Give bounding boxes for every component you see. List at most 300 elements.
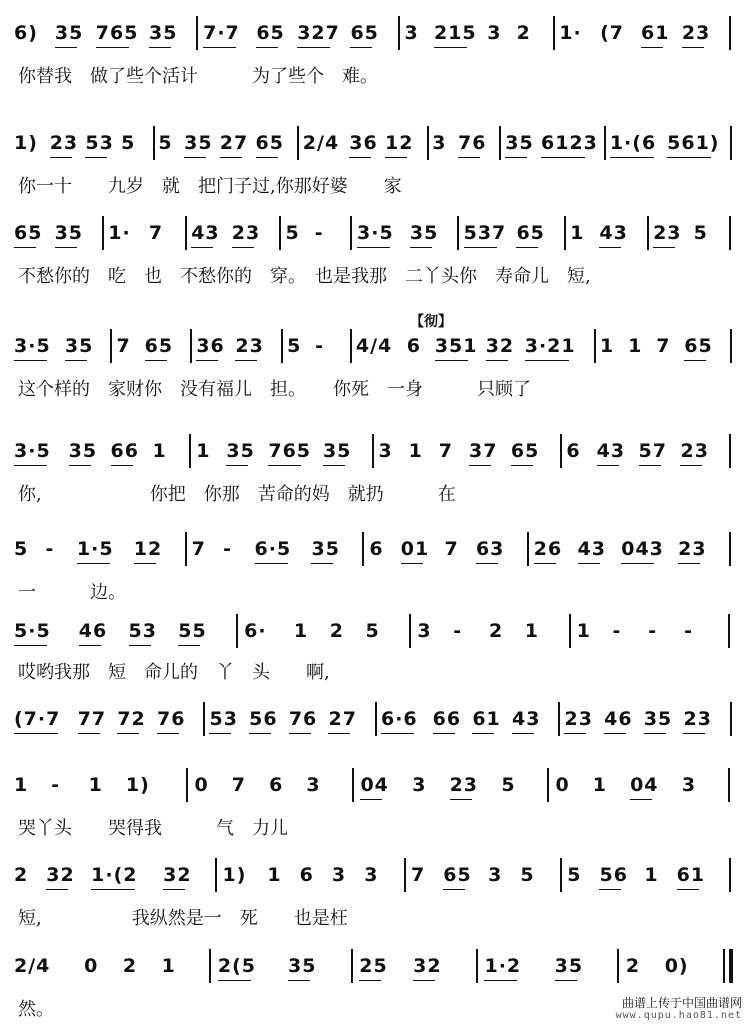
barline xyxy=(457,216,459,250)
barline xyxy=(189,434,191,468)
barline xyxy=(350,329,352,363)
final-barline xyxy=(723,949,733,983)
beam-underline xyxy=(14,360,47,361)
notation-line xyxy=(0,132,750,172)
note-group: 3·21 xyxy=(524,335,576,357)
beam-underline xyxy=(157,733,179,734)
beam-underline xyxy=(163,889,185,890)
beam-underline xyxy=(77,563,110,564)
beam-underline xyxy=(91,889,135,890)
beam-underline xyxy=(621,563,654,564)
beam-underline xyxy=(555,980,577,981)
note-group: 7 xyxy=(148,222,164,244)
beam-underline xyxy=(410,247,432,248)
note-group: 5·5 xyxy=(14,620,51,642)
note-group: 35 xyxy=(54,22,84,44)
barline xyxy=(728,768,730,802)
barline xyxy=(215,858,217,892)
barline xyxy=(569,614,571,648)
beam-underline xyxy=(578,563,600,564)
note-group: 27 xyxy=(219,132,249,154)
note-group: 2/4 xyxy=(302,132,340,154)
barline xyxy=(594,329,596,363)
note-group: 7 xyxy=(191,538,206,560)
note-group: 3 xyxy=(306,774,321,796)
note-group: 1 xyxy=(600,335,615,357)
note-group: 63 xyxy=(475,538,505,560)
beam-underline xyxy=(289,733,311,734)
note-group: 3·5 xyxy=(14,440,51,462)
beam-underline xyxy=(328,733,350,734)
note-group: 3 xyxy=(488,864,503,886)
note-group: 66 xyxy=(110,440,139,462)
beam-underline xyxy=(149,47,171,48)
beam-underline xyxy=(323,465,345,466)
note-group: 765 xyxy=(268,440,312,462)
barline xyxy=(236,614,238,648)
note-group: 65 xyxy=(443,864,472,886)
note-group: 5 xyxy=(501,774,516,796)
lyrics-text: 哭丫头 哭得我 气 力儿 xyxy=(18,818,288,839)
beam-underline xyxy=(534,563,556,564)
note-group: 65 xyxy=(684,335,713,357)
note-group: 35 xyxy=(409,222,439,244)
note-group: 765 xyxy=(95,22,139,44)
note-group: 56 xyxy=(599,864,628,886)
note-group: 1 xyxy=(196,440,211,462)
barline xyxy=(186,768,188,802)
note-group: 1) xyxy=(222,864,247,886)
beam-underline xyxy=(639,465,661,466)
note-group: - xyxy=(51,774,61,796)
note-group: 3·5 xyxy=(14,335,51,357)
barline xyxy=(730,702,732,736)
note-group: 215 xyxy=(433,22,477,44)
beam-underline xyxy=(218,980,251,981)
note-group: 7 xyxy=(116,335,131,357)
note-group: 2 xyxy=(625,955,641,977)
note-group: 35 xyxy=(554,955,584,977)
lyrics-line xyxy=(0,658,750,686)
beam-underline xyxy=(78,733,100,734)
note-group: 3 xyxy=(404,22,419,44)
note-group: 04 xyxy=(630,774,659,796)
note-group: 35 xyxy=(68,440,98,462)
barline xyxy=(476,949,478,983)
lyrics-line xyxy=(0,375,750,403)
note-group: 5 xyxy=(285,222,300,244)
beam-underline xyxy=(472,733,494,734)
note-group: 5 xyxy=(365,620,380,642)
note-group: 36 xyxy=(196,335,225,357)
note-group: 1 xyxy=(592,774,608,796)
note-group: 351 xyxy=(434,335,478,357)
note-group: 1 xyxy=(161,955,176,977)
note-group: - xyxy=(223,538,232,560)
note-group: 32 xyxy=(163,864,192,886)
note-group: 56 xyxy=(249,708,278,730)
note-group: 35 xyxy=(184,132,213,154)
beam-underline xyxy=(413,980,435,981)
beam-underline xyxy=(255,563,288,564)
note-group: 77 xyxy=(77,708,107,730)
barline xyxy=(560,434,562,468)
barline xyxy=(527,532,529,566)
note-group: 43 xyxy=(191,222,220,244)
beam-underline xyxy=(14,733,58,734)
note-group: 2 xyxy=(122,955,138,977)
note-group: 2/4 xyxy=(14,955,51,977)
note-group: 2 xyxy=(516,22,531,44)
beam-underline xyxy=(682,47,704,48)
notation-line xyxy=(0,708,750,748)
note-group: 6 xyxy=(369,538,384,560)
notation-line xyxy=(0,620,750,660)
barline xyxy=(553,16,555,50)
barline xyxy=(279,216,281,250)
note-group: 0) xyxy=(664,955,689,977)
barline xyxy=(558,702,560,736)
note-group: 6 xyxy=(566,440,581,462)
barline xyxy=(404,858,406,892)
lyrics-text: 短, 我纵然是一 死 也是枉 xyxy=(18,908,348,929)
beam-underline xyxy=(435,360,468,361)
beam-underline xyxy=(14,645,47,646)
beam-underline xyxy=(486,360,508,361)
barline xyxy=(730,126,732,160)
beam-underline xyxy=(505,157,527,158)
beam-underline xyxy=(203,47,236,48)
note-group: - xyxy=(453,620,463,642)
beam-underline xyxy=(134,563,156,564)
note-group: 23 xyxy=(49,132,79,154)
note-group: - xyxy=(612,620,622,642)
note-group: 5 xyxy=(14,538,29,560)
beam-underline xyxy=(14,247,36,248)
note-group: 2 xyxy=(489,620,504,642)
note-group: 1·(6 xyxy=(609,132,657,154)
beam-underline xyxy=(678,563,700,564)
barline xyxy=(190,329,192,363)
barline xyxy=(352,768,354,802)
beam-underline xyxy=(256,157,278,158)
note-group: - xyxy=(684,620,693,642)
note-group: 65 xyxy=(14,222,43,244)
note-group: 5 xyxy=(287,335,302,357)
beam-underline xyxy=(564,733,586,734)
beam-underline xyxy=(516,247,538,248)
note-group: 1 xyxy=(524,620,540,642)
note-group: 46 xyxy=(78,620,108,642)
barline xyxy=(617,949,619,983)
notation-line xyxy=(0,774,750,814)
barline xyxy=(350,216,352,250)
beam-underline xyxy=(653,247,675,248)
notation-line xyxy=(0,538,750,578)
barline xyxy=(185,532,187,566)
note-group: 7 xyxy=(444,538,459,560)
barline xyxy=(427,126,429,160)
note-group: 0 xyxy=(555,774,570,796)
note-group: 6 xyxy=(406,335,421,357)
beam-underline xyxy=(443,889,465,890)
notation-line xyxy=(0,335,750,375)
beam-underline xyxy=(525,360,569,361)
note-group: 5 xyxy=(693,222,708,244)
note-group: - xyxy=(648,620,658,642)
beam-underline xyxy=(184,157,206,158)
beam-underline xyxy=(14,465,47,466)
beam-underline xyxy=(464,247,497,248)
beam-underline xyxy=(401,563,423,564)
lyrics-line xyxy=(0,262,750,290)
beam-underline xyxy=(178,645,200,646)
beam-underline xyxy=(458,157,480,158)
note-group: 65 xyxy=(256,22,285,44)
note-group: 43 xyxy=(599,222,628,244)
barline xyxy=(729,216,731,250)
barline xyxy=(110,329,112,363)
beam-underline xyxy=(641,47,663,48)
notation-line xyxy=(0,440,750,480)
lyrics-text: 哎哟我那 短 命儿的 丫 头 啊, xyxy=(18,662,330,683)
note-group: 7 xyxy=(656,335,671,357)
note-group: 37 xyxy=(468,440,498,462)
note-group: 46 xyxy=(604,708,633,730)
watermark-url: www.qupu.hao81.net xyxy=(615,1010,742,1021)
beam-underline xyxy=(232,247,254,248)
beam-underline xyxy=(209,733,231,734)
note-group: 01 xyxy=(400,538,430,560)
beam-underline xyxy=(630,799,652,800)
note-group: 25 xyxy=(359,955,388,977)
barline xyxy=(730,329,732,363)
note-group: 6· xyxy=(244,620,267,642)
barline xyxy=(351,949,353,983)
note-group: 12 xyxy=(133,538,163,560)
note-group: 32 xyxy=(46,864,75,886)
note-group: 61 xyxy=(676,864,706,886)
note-group: 1 xyxy=(644,864,659,886)
note-group: 53 xyxy=(128,620,157,642)
beam-underline xyxy=(599,247,621,248)
note-group: 7 xyxy=(438,440,454,462)
beam-underline xyxy=(667,157,711,158)
lyrics-line xyxy=(0,480,750,508)
note-group: 4/4 xyxy=(355,335,393,357)
beam-underline xyxy=(677,889,699,890)
lyrics-line xyxy=(0,578,750,606)
beam-underline xyxy=(512,733,534,734)
note-group: 1 xyxy=(576,620,591,642)
note-group: 65 xyxy=(350,22,379,44)
note-group: 23 xyxy=(449,774,479,796)
note-group: 61 xyxy=(641,22,670,44)
beam-underline xyxy=(111,465,133,466)
note-group: 43 xyxy=(577,538,606,560)
beam-underline xyxy=(597,465,619,466)
beam-underline xyxy=(69,465,91,466)
lyrics-line xyxy=(0,904,750,932)
lyrics-text: 你替我 做了些个活计 为了些个 难。 xyxy=(18,66,378,87)
note-group: 1 xyxy=(293,620,309,642)
beam-underline xyxy=(46,889,68,890)
note-group: 66 xyxy=(432,708,462,730)
barline xyxy=(409,614,411,648)
note-group: 1·2 xyxy=(484,955,522,977)
barline xyxy=(209,949,211,983)
notation-line xyxy=(0,222,750,262)
section-marker: 【彻】 xyxy=(410,314,452,330)
note-group: 5 xyxy=(520,864,535,886)
note-group: 1 xyxy=(408,440,423,462)
beam-underline xyxy=(50,157,72,158)
barline xyxy=(560,858,562,892)
barline xyxy=(729,532,731,566)
note-group: 72 xyxy=(117,708,146,730)
lyrics-text: 你, 你把 你那 苦命的妈 就扔 在 xyxy=(18,484,456,505)
note-group: 1 xyxy=(628,335,643,357)
beam-underline xyxy=(381,733,414,734)
beam-underline xyxy=(129,645,151,646)
note-group: 6·5 xyxy=(254,538,292,560)
note-group: 6123 xyxy=(540,132,598,154)
barline xyxy=(729,858,731,892)
beam-underline xyxy=(360,799,382,800)
beam-underline xyxy=(683,733,705,734)
barline xyxy=(196,16,198,50)
beam-underline xyxy=(145,360,167,361)
barline xyxy=(372,434,374,468)
note-group: 2 xyxy=(329,620,344,642)
note-group: 61 xyxy=(472,708,501,730)
note-group: - xyxy=(315,335,325,357)
note-group: 1· xyxy=(108,222,131,244)
beam-underline xyxy=(680,465,702,466)
beam-underline xyxy=(297,47,330,48)
note-group: 23 xyxy=(231,222,261,244)
beam-underline xyxy=(434,47,467,48)
note-group: 6) xyxy=(14,22,38,44)
beam-underline xyxy=(644,733,666,734)
barline xyxy=(362,532,364,566)
note-group: 327 xyxy=(297,22,340,44)
note-group: 23 xyxy=(564,708,593,730)
note-group: 36 xyxy=(349,132,378,154)
note-group: 35 xyxy=(311,538,340,560)
beam-underline xyxy=(268,465,301,466)
barline xyxy=(185,216,187,250)
beam-underline xyxy=(65,360,87,361)
beam-underline xyxy=(226,465,248,466)
beam-underline xyxy=(55,247,77,248)
note-group: 3 xyxy=(681,774,697,796)
beam-underline xyxy=(484,980,517,981)
lyrics-text: 这个样的 家财你 没有福儿 担。 你死 一身 只顾了 xyxy=(18,379,531,400)
note-group: 35 xyxy=(54,222,84,244)
beam-underline xyxy=(256,47,278,48)
note-group: 53 xyxy=(85,132,114,154)
lyrics-text: 不愁你的 吃 也 不愁你的 穿。 也是我那 二丫头你 寿命儿 短, xyxy=(18,266,591,287)
note-group: 65 xyxy=(144,335,174,357)
barline xyxy=(729,434,731,468)
barline xyxy=(564,216,566,250)
note-group: 43 xyxy=(511,708,541,730)
beam-underline xyxy=(220,157,242,158)
beam-underline xyxy=(610,157,654,158)
barline xyxy=(728,614,730,648)
note-group: 35 xyxy=(287,955,317,977)
note-group: 3·5 xyxy=(357,222,394,244)
beam-underline xyxy=(385,157,407,158)
note-group: 23 xyxy=(678,538,707,560)
beam-underline xyxy=(450,799,472,800)
note-group: 2 xyxy=(14,864,29,886)
note-group: 3 xyxy=(364,864,379,886)
note-group: - xyxy=(314,222,324,244)
note-group: 65 xyxy=(516,222,545,244)
note-group: 1·(2 xyxy=(91,864,138,886)
beam-underline xyxy=(117,733,139,734)
barline xyxy=(547,768,549,802)
beam-underline xyxy=(196,360,218,361)
note-group: 32 xyxy=(413,955,442,977)
note-group: 1) xyxy=(14,132,38,154)
note-group: 27 xyxy=(328,708,357,730)
beam-underline xyxy=(235,360,257,361)
note-group: 26 xyxy=(533,538,563,560)
note-group: 23 xyxy=(680,440,709,462)
barline xyxy=(203,702,205,736)
note-group: 23 xyxy=(681,22,711,44)
note-group: 3 xyxy=(378,440,393,462)
beam-underline xyxy=(311,563,333,564)
note-group: 5 xyxy=(121,132,136,154)
note-group: 76 xyxy=(156,708,186,730)
beam-underline xyxy=(55,47,77,48)
beam-underline xyxy=(357,247,390,248)
note-group: 0 xyxy=(194,774,209,796)
note-group: 0 xyxy=(84,955,99,977)
notation-line xyxy=(0,864,750,904)
beam-underline xyxy=(541,157,585,158)
beam-underline xyxy=(85,157,107,158)
note-group: 35 xyxy=(148,22,178,44)
note-group: 65 xyxy=(510,440,540,462)
note-group: 561) xyxy=(667,132,720,154)
barline xyxy=(102,216,104,250)
note-group: 35 xyxy=(64,335,94,357)
beam-underline xyxy=(433,733,455,734)
barline xyxy=(499,126,501,160)
note-group: 35 xyxy=(643,708,673,730)
lyrics-line xyxy=(0,172,750,200)
note-group: 7 xyxy=(231,774,247,796)
lyrics-text: 然。 xyxy=(18,999,54,1020)
watermark-site-name: 曲谱上传于中国曲谱网 xyxy=(621,996,742,1010)
note-group: 1) xyxy=(125,774,150,796)
beam-underline xyxy=(469,465,491,466)
beam-underline xyxy=(604,733,626,734)
note-group: 53 xyxy=(209,708,238,730)
note-group: 57 xyxy=(638,440,667,462)
note-group: 04 xyxy=(360,774,389,796)
note-group: 5 xyxy=(158,132,173,154)
barline xyxy=(297,126,299,160)
note-group: 6·6 xyxy=(380,708,418,730)
barline xyxy=(398,16,400,50)
beam-underline xyxy=(359,980,381,981)
